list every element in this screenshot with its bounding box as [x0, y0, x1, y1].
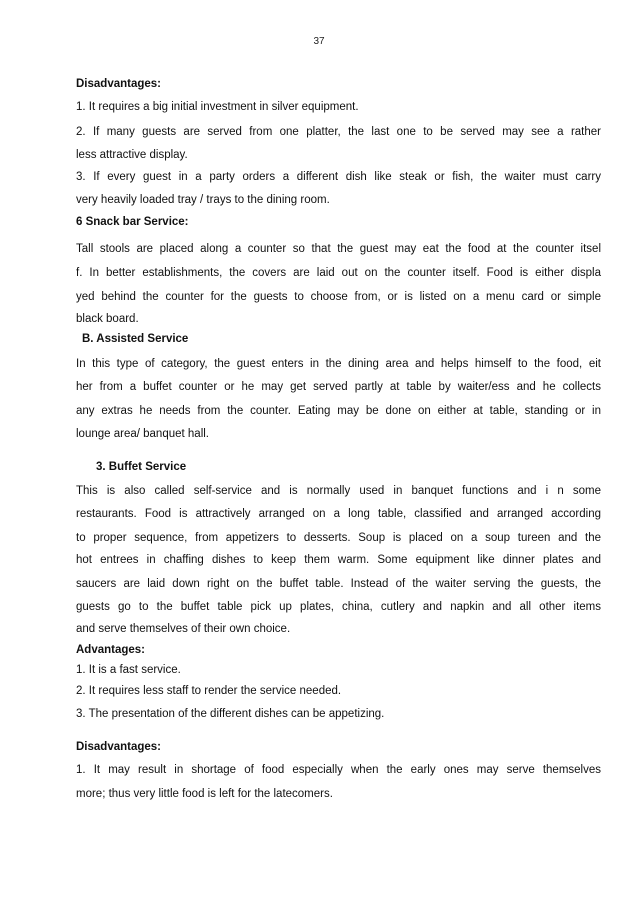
- text-line: to proper sequence, from appetizers to desserts. Soup is placed on a soup tureen and the: [76, 532, 601, 544]
- section-heading: Disadvantages:: [76, 78, 162, 90]
- text-line: 3. If every guest in a party orders a different dish like steak or fish, the waiter must carry: [76, 171, 601, 183]
- text-line: guests go to the buffet table pick up plates, china, cutlery and napkin and all other items: [76, 601, 601, 613]
- section-heading: Advantages:: [76, 644, 146, 656]
- text-line: black board.: [76, 313, 139, 325]
- text-line: very heavily loaded tray / trays to the dining room.: [76, 194, 330, 206]
- text-line: 2. It requires less staff to render the service needed.: [76, 685, 342, 697]
- text-line: lounge area/ banquet hall.: [76, 428, 209, 440]
- text-line: hot entrees in chaffing dishes to keep them warm. Some equipment like dinner plates and: [76, 554, 601, 566]
- text-line: 1. It is a fast service.: [76, 664, 181, 676]
- text-line: In this type of category, the guest enters in the dining area and helps himself to the food, eit: [76, 358, 601, 370]
- text-line: less attractive display.: [76, 149, 188, 161]
- text-line: her from a buffet counter or he may get served partly at table by waiter/ess and he collects: [76, 381, 601, 393]
- text-line: This is also called self-service and is normally used in banquet functions and i n some: [76, 485, 601, 497]
- text-line: Tall stools are placed along a counter so that the guest may eat the food at the counter itsel: [76, 243, 601, 255]
- text-line: restaurants. Food is attractively arranged on a long table, classified and arranged according: [76, 508, 601, 520]
- text-line: and serve themselves of their own choice.: [76, 623, 291, 635]
- text-line: 3. The presentation of the different dishes can be appetizing.: [76, 708, 385, 720]
- text-line: any extras he needs from the counter. Eating may be done on either at table, standing or in: [76, 405, 601, 417]
- text-line: more; thus very little food is left for the latecomers.: [76, 788, 333, 800]
- text-line: saucers are laid down right on the buffet table. Instead of the waiter serving the guests, the: [76, 578, 601, 590]
- page-number: 37: [313, 36, 325, 47]
- section-heading: 6 Snack bar Service:: [76, 216, 189, 228]
- text-line: 1. It requires a big initial investment in silver equipment.: [76, 101, 359, 113]
- text-line: 2. If many guests are served from one platter, the last one to be served may see a rather: [76, 126, 601, 138]
- section-heading: Disadvantages:: [76, 741, 162, 753]
- section-heading: B. Assisted Service: [82, 333, 189, 345]
- text-line: 1. It may result in shortage of food especially when the early ones may serve themselves: [76, 764, 601, 776]
- text-line: f. In better establishments, the covers are laid out on the counter itself. Food is either displa: [76, 267, 601, 279]
- text-line: yed behind the counter for the guests to choose from, or is listed on a menu card or simple: [76, 291, 601, 303]
- section-heading: 3. Buffet Service: [96, 461, 187, 473]
